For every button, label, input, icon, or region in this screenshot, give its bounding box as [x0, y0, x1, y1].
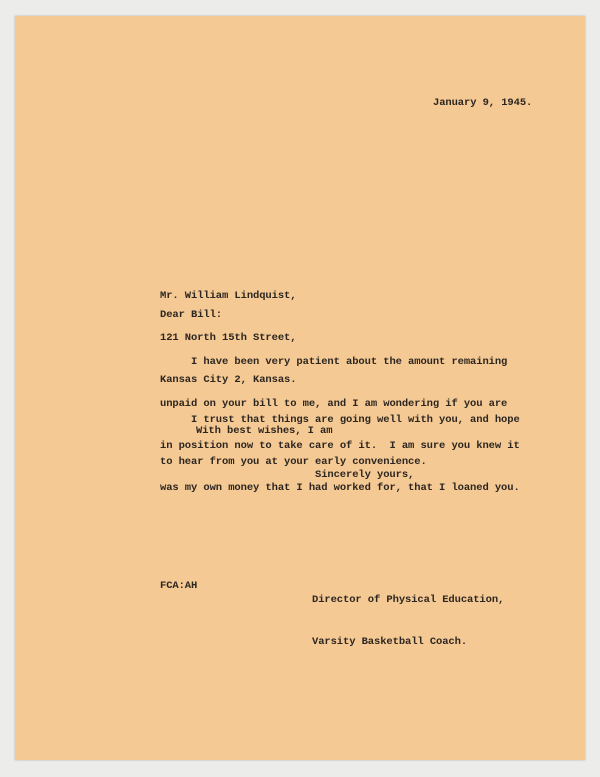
letter-date: January 9, 1945.	[433, 97, 533, 109]
recipient-city: Kansas City 2, Kansas.	[160, 374, 297, 386]
reference-initials: FCA:AH	[160, 580, 198, 592]
paragraph-line: was my own money that I had worked for, that I loaned you.	[160, 482, 520, 494]
sign-off: Sincerely yours,	[315, 469, 415, 481]
paragraph-line: in position now to take care of it. I am sure you knew it	[160, 440, 520, 452]
paragraph-line: unpaid on your bill to me, and I am wondering if you are	[160, 398, 508, 410]
signature-title-line: Varsity Basketball Coach.	[312, 636, 468, 648]
paragraph-line: I trust that things are going well with you, and hope	[160, 414, 520, 426]
recipient-street: 121 North 15th Street,	[160, 332, 297, 344]
salutation: Dear Bill:	[160, 309, 223, 321]
letter-page	[15, 16, 585, 760]
closing-line: With best wishes, I am	[196, 425, 333, 437]
signature-title-line: Director of Physical Education,	[312, 594, 505, 606]
recipient-name: Mr. William Lindquist,	[160, 290, 297, 302]
paragraph-line: to hear from you at your early convenience.	[160, 456, 427, 468]
signature-title	[312, 565, 504, 677]
paragraph-line: I have been very patient about the amount remaining	[160, 356, 508, 368]
